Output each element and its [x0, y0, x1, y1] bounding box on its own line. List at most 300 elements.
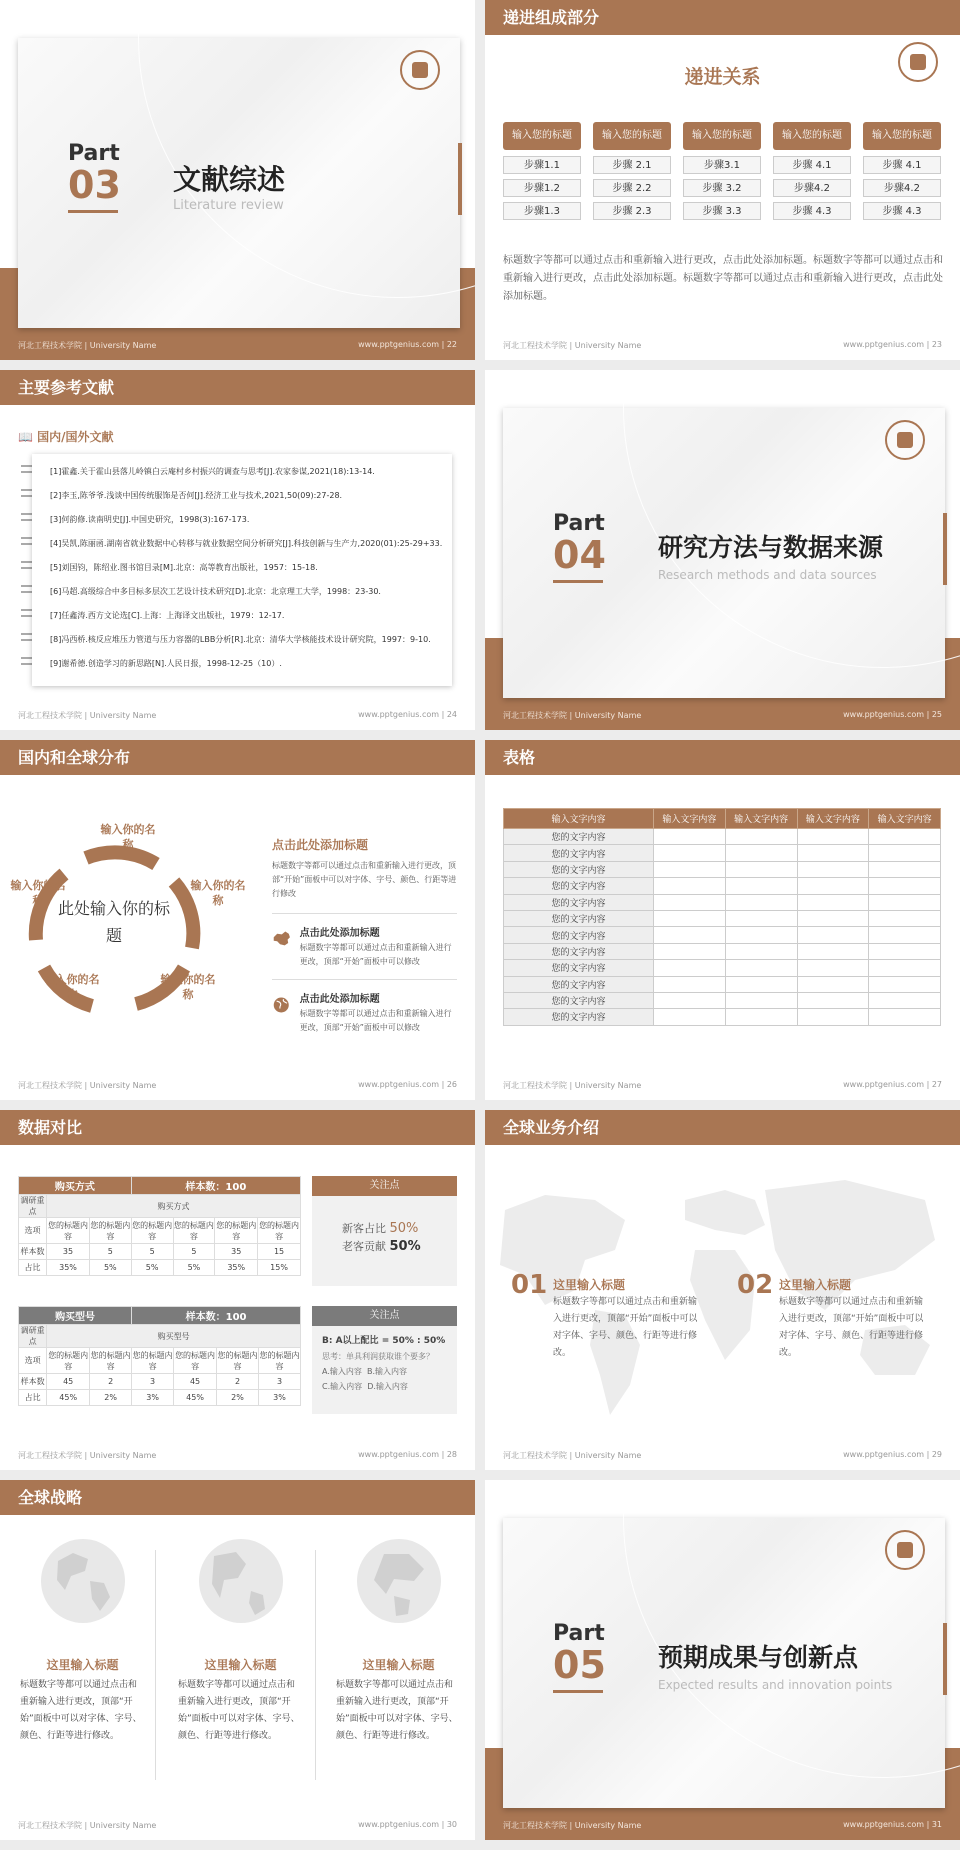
page-number: | 28 [441, 1450, 457, 1459]
slide-29 [485, 1110, 960, 1470]
item-title: 点击此处添加标题 [299, 994, 380, 1005]
table-cell [725, 992, 797, 1008]
cell: 15% [258, 1260, 301, 1276]
footer [18, 710, 457, 724]
progress-title: 递进关系 [684, 66, 761, 88]
strategy-item [20, 1536, 145, 1745]
step: 步骤4.2 [773, 179, 851, 197]
note-value: 50% [389, 1221, 419, 1236]
table-row [19, 1218, 301, 1244]
step: 步骤1.1 [503, 156, 581, 174]
cell: 45 [174, 1374, 217, 1390]
footer-school: 河北工程技术学院 | University Name [18, 1081, 157, 1090]
globe-icon [272, 990, 292, 1020]
table-cell [869, 845, 941, 861]
ring-label: 输入你的名称 [10, 879, 66, 907]
table-row [504, 829, 941, 845]
note-box-1 [312, 1176, 457, 1286]
step: 步骤3.1 [683, 156, 761, 174]
ring-label: 输入你的名称 [100, 823, 156, 851]
slide-24 [0, 370, 475, 730]
page-number: | 25 [926, 710, 942, 719]
table-cell [869, 910, 941, 926]
part-subtitle: Expected results and innovation points [658, 1678, 893, 1692]
table-cell [725, 829, 797, 845]
reference-item: [9]谢希德.创造学习的新思路[N].人民日报，1998-12-25（10）. [50, 659, 282, 668]
step: 步骤 4.1 [773, 156, 851, 174]
table-sample: 样本数：100 [132, 1307, 301, 1325]
column-header: 输入文字内容 [869, 809, 941, 829]
table-row [504, 861, 941, 877]
table-cell [797, 845, 869, 861]
table-cell [869, 878, 941, 894]
footer [503, 1450, 942, 1464]
decor-arc [623, 1480, 960, 1778]
part-underline [553, 1690, 603, 1693]
part-title: 预期成果与创新点 [658, 1643, 859, 1672]
cell: 3 [259, 1374, 301, 1390]
cell: 您的标题内容 [173, 1218, 215, 1244]
cell: 45% [47, 1390, 90, 1406]
part-card [503, 1518, 945, 1808]
strategy-item [178, 1536, 303, 1745]
column-header: 输入文字内容 [654, 809, 726, 829]
table-cell [654, 960, 726, 976]
item-title: 这里输入标题 [553, 1278, 626, 1292]
cell: 45% [174, 1390, 217, 1406]
item-text: 标题数字等都可以通过点击和重新输入进行更改，顶部“开始”面板中可以对字体、字号、颜色、行距等进行修改。 [20, 1680, 142, 1741]
step: 步骤 4.1 [863, 156, 941, 174]
slide-23 [485, 0, 960, 360]
reference-subhead-text: 国内/国外文献 [37, 430, 114, 444]
table-cell [725, 943, 797, 959]
table-cell [797, 943, 869, 959]
divider [155, 1550, 156, 1780]
page-number: | 22 [441, 340, 457, 349]
footer-site: www.pptgenius.com [843, 1450, 925, 1459]
table-row [19, 1260, 301, 1276]
reference-item: [6]马超.高级综合中多目标多层次工艺设计技术研究[D].北京：北京理工大学，1998：23-30. [50, 587, 381, 596]
table-subhead-row [19, 1195, 301, 1218]
note-box-2 [312, 1306, 457, 1414]
reference-item: [5]刘国钧，陈绍业.图书馆目录[M].北京：高等教育出版社，1957：15-18. [50, 563, 318, 572]
part-card [503, 408, 945, 698]
table-row [504, 927, 941, 943]
item-text: 标题数字等都可以通过点击和重新输入进行更改，顶部“开始”面板中可以对字体、字号、颜色、行距等进行修改。 [336, 1680, 458, 1741]
reference-item: [7]任鑫涛.西方文论选[C].上海：上海译文出版社，1979：12-17. [50, 611, 285, 620]
row-label: 您的文字内容 [504, 960, 654, 976]
row-label: 您的文字内容 [504, 943, 654, 959]
table-cell [725, 845, 797, 861]
option: A.输入内容 [322, 1367, 362, 1376]
footer-school: 河北工程技术学院 | University Name [18, 1821, 157, 1830]
table-cell [725, 861, 797, 877]
cell: 5 [173, 1244, 215, 1260]
page-number: | 29 [926, 1450, 942, 1459]
option: C.输入内容 [322, 1382, 363, 1391]
university-logo [885, 1530, 925, 1570]
table-row [504, 894, 941, 910]
table-cell [797, 992, 869, 1008]
part-side-bar [458, 143, 462, 215]
book-icon: 📖 [18, 430, 33, 444]
slide-22 [0, 0, 475, 360]
table-cell [869, 894, 941, 910]
table-cell [654, 1009, 726, 1025]
footer-school: 河北工程技术学院 | University Name [503, 341, 642, 350]
column-header: 输入文字内容 [504, 809, 654, 829]
cell: 35% [215, 1260, 258, 1276]
table-cell [869, 861, 941, 877]
part-word: Part [68, 141, 120, 166]
part-side-bar [943, 513, 947, 585]
row-label: 样本数 [19, 1244, 47, 1260]
table-cell [725, 878, 797, 894]
progress-column [503, 122, 581, 225]
note-title: 关注点 [312, 1176, 457, 1196]
item-number: 01 [511, 1270, 548, 1300]
item-text: 标题数字等都可以通过点击和重新输入进行更改，顶部“开始”面板中可以对字体、字号、颜色、行距等进行修改。 [779, 1297, 924, 1358]
table-cell [869, 960, 941, 976]
table-row [19, 1374, 301, 1390]
table-cell [797, 976, 869, 992]
table-cell [869, 943, 941, 959]
row-label: 您的文字内容 [504, 992, 654, 1008]
item-title: 这里输入标题 [362, 1658, 435, 1672]
cell: 2 [217, 1374, 259, 1390]
progress-column [773, 122, 851, 225]
row-label: 占比 [19, 1260, 47, 1276]
university-logo [885, 420, 925, 460]
table-header-row [504, 809, 941, 829]
table-subhead-row [19, 1325, 301, 1348]
info-item [272, 914, 457, 980]
footer-site: www.pptgenius.com [843, 710, 925, 719]
part-subtitle: Research methods and data sources [658, 568, 877, 582]
column-head: 输入您的标题 [503, 122, 581, 150]
footer-site: www.pptgenius.com [843, 1080, 925, 1089]
cell: 35 [215, 1244, 258, 1260]
slide-header: 主要参考文献 [0, 370, 475, 405]
reference-item: [4]吴凯,陈丽函.湖南省就业数据中心转移与就业数据空间分析研究[J].科技创新与生产力,2020(01):25-29+33. [50, 539, 443, 548]
footer [503, 1820, 942, 1834]
table-cell [797, 861, 869, 877]
table-row [19, 1244, 301, 1260]
note-label: 新客占比 [342, 1222, 386, 1235]
divider [315, 1550, 316, 1780]
item-title: 这里输入标题 [204, 1658, 277, 1672]
cell: 5% [173, 1260, 215, 1276]
step: 步骤1.3 [503, 202, 581, 220]
table-row [19, 1390, 301, 1406]
slide-30 [0, 1480, 475, 1840]
row-label: 选项 [19, 1218, 47, 1244]
table-cell [654, 927, 726, 943]
page-number: | 26 [441, 1080, 457, 1089]
cell: 您的标题内容 [217, 1348, 259, 1374]
table-title: 购买型号 [19, 1307, 132, 1325]
slide-26 [0, 740, 475, 1100]
cell: 3% [132, 1390, 174, 1406]
item-text: 标题数字等都可以通过点击和重新输入进行更改，顶部“开始”面板中可以对字体、字号、颜色、行距等进行修改。 [553, 1297, 698, 1358]
footer [18, 340, 457, 354]
progress-column [863, 122, 941, 225]
table-cell [869, 927, 941, 943]
reference-subhead [18, 428, 114, 445]
footer-site: www.pptgenius.com [843, 340, 925, 349]
table-cell [725, 1009, 797, 1025]
table-title-row [19, 1177, 301, 1195]
table-cell [797, 960, 869, 976]
table-cell [654, 976, 726, 992]
subhead-cell: 调研重点 [19, 1325, 47, 1348]
table-row [504, 992, 941, 1008]
cell: 5% [131, 1260, 173, 1276]
compare-table-2 [18, 1306, 301, 1406]
column-head: 输入您的标题 [773, 122, 851, 150]
part-underline [68, 210, 118, 213]
distribution-text [272, 836, 457, 1045]
table-cell [654, 894, 726, 910]
part-side-bar [943, 1623, 947, 1695]
cell: 您的标题内容 [131, 1218, 173, 1244]
row-label: 您的文字内容 [504, 845, 654, 861]
content-table [503, 808, 941, 1026]
table-title: 购买方式 [19, 1177, 132, 1195]
cell: 5% [89, 1260, 131, 1276]
step: 步骤 2.2 [593, 179, 671, 197]
part-word: Part [553, 511, 605, 536]
cell: 3 [132, 1374, 174, 1390]
page-number: | 31 [926, 1820, 942, 1829]
table-cell [725, 910, 797, 926]
slide-31 [485, 1480, 960, 1840]
footer-site: www.pptgenius.com [358, 1450, 440, 1459]
decor-arc [138, 0, 475, 298]
row-label: 您的文字内容 [504, 878, 654, 894]
table-row [504, 943, 941, 959]
footer-school: 河北工程技术学院 | University Name [503, 1821, 642, 1830]
cell: 2 [90, 1374, 132, 1390]
note-title: 关注点 [312, 1306, 457, 1326]
item-title: 这里输入标题 [46, 1658, 119, 1672]
column-head: 输入您的标题 [863, 122, 941, 150]
part-number: 04 [553, 533, 606, 577]
page-number: | 30 [441, 1820, 457, 1829]
table-row [19, 1348, 301, 1374]
reference-item: [8]冯西桥.核反应堆压力管道与压力容器的LBB分析[R].北京：清华大学核能技术设计研究院，1997：9-10. [50, 635, 431, 644]
cell: 5 [131, 1244, 173, 1260]
table-cell [654, 943, 726, 959]
globe-icon [354, 1536, 444, 1626]
table-cell [869, 1009, 941, 1025]
reference-item: [1]霍鑫.关于霍山县落儿岭镇白云庵村乡村振兴的调查与思考[J].农家参谋,2021(18):13-14. [50, 467, 375, 476]
table-cell [869, 829, 941, 845]
table-row [504, 878, 941, 894]
step: 步骤4.2 [863, 179, 941, 197]
table-cell [725, 960, 797, 976]
table-sample: 样本数：100 [131, 1177, 300, 1195]
page-number: | 24 [441, 710, 457, 719]
step: 步骤 3.2 [683, 179, 761, 197]
footer-school: 河北工程技术学院 | University Name [503, 1451, 642, 1460]
reference-item: [3]何韵修.读南明史[J].中国史研究，1998(3):167-173. [50, 515, 250, 524]
table-cell [869, 992, 941, 1008]
item-text: 标题数字等都可以通过点击和重新输入进行更改，顶部“开始”面板中可以修改 [299, 943, 452, 966]
cell: 您的标题内容 [90, 1348, 132, 1374]
table-cell [797, 878, 869, 894]
footer-site: www.pptgenius.com [843, 1820, 925, 1829]
china-map-icon [272, 924, 292, 954]
slide-28 [0, 1110, 475, 1470]
cell: 您的标题内容 [174, 1348, 217, 1374]
step: 步骤 2.3 [593, 202, 671, 220]
page-number: | 27 [926, 1080, 942, 1089]
slide-header: 全球战略 [0, 1480, 475, 1515]
slide-header: 全球业务介绍 [485, 1110, 960, 1145]
cell: 您的标题内容 [132, 1348, 174, 1374]
table-cell [797, 894, 869, 910]
subhead-cell: 调研重点 [19, 1195, 47, 1218]
slide-27 [485, 740, 960, 1100]
cell: 您的标题内容 [47, 1348, 90, 1374]
row-label: 您的文字内容 [504, 894, 654, 910]
body-text: 标题数字等都可以通过点击和重新输入进行更改，点击此处添加标题。标题数字等都可以通过点击和重新输入进行更改，点击此处添加标题。标题数字等都可以通过点击和重新输入进行更改，点击此处添加标题。 [503, 255, 943, 302]
step: 步骤 4.3 [863, 202, 941, 220]
footer-site: www.pptgenius.com [358, 1820, 440, 1829]
part-number: 03 [68, 163, 121, 207]
table-cell [725, 976, 797, 992]
row-label: 您的文字内容 [504, 1009, 654, 1025]
column-head: 输入您的标题 [683, 122, 761, 150]
cell: 您的标题内容 [258, 1218, 301, 1244]
option: D.输入内容 [367, 1382, 408, 1391]
table-cell [797, 910, 869, 926]
note-label: 老客贡献 [342, 1240, 386, 1253]
page-number: | 23 [926, 340, 942, 349]
step: 步骤1.2 [503, 179, 581, 197]
ring-label: 输入你的名称 [190, 879, 246, 907]
reference-list [32, 454, 452, 686]
table-cell [725, 894, 797, 910]
slide-header: 数据对比 [0, 1110, 475, 1145]
note-ratio: B: A以上配比 = 50% : 50% [322, 1336, 446, 1346]
table-cell [797, 1009, 869, 1025]
table-row [504, 1009, 941, 1025]
table-cell [654, 861, 726, 877]
row-label: 您的文字内容 [504, 910, 654, 926]
table-row [504, 845, 941, 861]
footer [503, 1080, 942, 1094]
reference-item: [2]李玉,陈爷爷.浅谈中国传统服饰是否何[J].经济工业与技术,2021,50(09):27-28. [50, 491, 343, 500]
table-cell [654, 845, 726, 861]
row-label: 占比 [19, 1390, 47, 1406]
ring-center-title: 此处输入你的标题 [58, 899, 171, 945]
item-title: 这里输入标题 [779, 1278, 852, 1292]
table-cell [654, 878, 726, 894]
step: 步骤 3.3 [683, 202, 761, 220]
table-row [504, 960, 941, 976]
university-logo [400, 50, 440, 90]
slide-header: 递进组成部分 [485, 0, 960, 35]
table-cell [797, 829, 869, 845]
table-cell [725, 927, 797, 943]
cell: 3% [259, 1390, 301, 1406]
item-text: 标题数字等都可以通过点击和重新输入进行更改，顶部“开始”面板中可以修改 [299, 1009, 452, 1032]
cell: 2% [90, 1390, 132, 1406]
row-label: 选项 [19, 1348, 47, 1374]
strategy-item [336, 1536, 461, 1745]
footer-school: 河北工程技术学院 | University Name [18, 711, 157, 720]
note-value: 50% [389, 1239, 421, 1254]
table-cell [654, 910, 726, 926]
item-title: 点击此处添加标题 [299, 928, 380, 939]
footer-school: 河北工程技术学院 | University Name [503, 711, 642, 720]
cell: 45 [47, 1374, 90, 1390]
note-question: 思考：单具利润获取谁个要多？ [322, 1352, 434, 1361]
table-cell [797, 927, 869, 943]
step: 步骤 4.3 [773, 202, 851, 220]
item-text: 标题数字等都可以通过点击和重新输入进行更改，顶部“开始”面板中可以对字体、字号、颜色、行距等进行修改。 [178, 1680, 300, 1741]
globe-icon [38, 1536, 128, 1626]
footer-site: www.pptgenius.com [358, 710, 440, 719]
footer-school: 河北工程技术学院 | University Name [18, 1451, 157, 1460]
cell: 您的标题内容 [215, 1218, 258, 1244]
cell: 2% [217, 1390, 259, 1406]
progress-column [593, 122, 671, 225]
cell: 5 [89, 1244, 131, 1260]
table-cell [654, 992, 726, 1008]
part-title: 研究方法与数据来源 [658, 533, 884, 562]
cell: 您的标题内容 [89, 1218, 131, 1244]
compare-table-1 [18, 1176, 301, 1276]
row-label: 您的文字内容 [504, 976, 654, 992]
progress-column [683, 122, 761, 225]
row-label: 您的文字内容 [504, 927, 654, 943]
column-header: 输入文字内容 [725, 809, 797, 829]
footer [18, 1080, 457, 1094]
table-cell [869, 976, 941, 992]
decor-arc [623, 370, 960, 668]
part-subtitle: Literature review [173, 198, 284, 213]
cell: 您的标题内容 [47, 1218, 90, 1244]
footer-site: www.pptgenius.com [358, 340, 440, 349]
table-cell [654, 829, 726, 845]
cell: 您的标题内容 [259, 1348, 301, 1374]
globe-icon [196, 1536, 286, 1626]
cell: 35 [47, 1244, 90, 1260]
footer [18, 1450, 457, 1464]
right-text: 标题数字等都可以通过点击和重新输入进行更改，顶部“开始”面板中可以对字体、字号、颜色、行距等进行修改 [272, 859, 457, 914]
footer [18, 1820, 457, 1834]
table-row [504, 910, 941, 926]
row-label: 样本数 [19, 1374, 47, 1390]
subhead-cell: 购买型号 [47, 1325, 301, 1348]
column-head: 输入您的标题 [593, 122, 671, 150]
part-underline [553, 580, 603, 583]
info-item [272, 980, 457, 1045]
step: 步骤 2.1 [593, 156, 671, 174]
footer-school: 河北工程技术学院 | University Name [503, 1081, 642, 1090]
part-card [18, 38, 460, 328]
part-title: 文献综述 [173, 163, 286, 196]
part-number: 05 [553, 1643, 606, 1687]
ring-label: 输入你的名称 [44, 973, 100, 1001]
ring-label: 输入你的名称 [160, 973, 216, 1001]
cell: 15 [258, 1244, 301, 1260]
footer [503, 340, 942, 354]
slide-25 [485, 370, 960, 730]
